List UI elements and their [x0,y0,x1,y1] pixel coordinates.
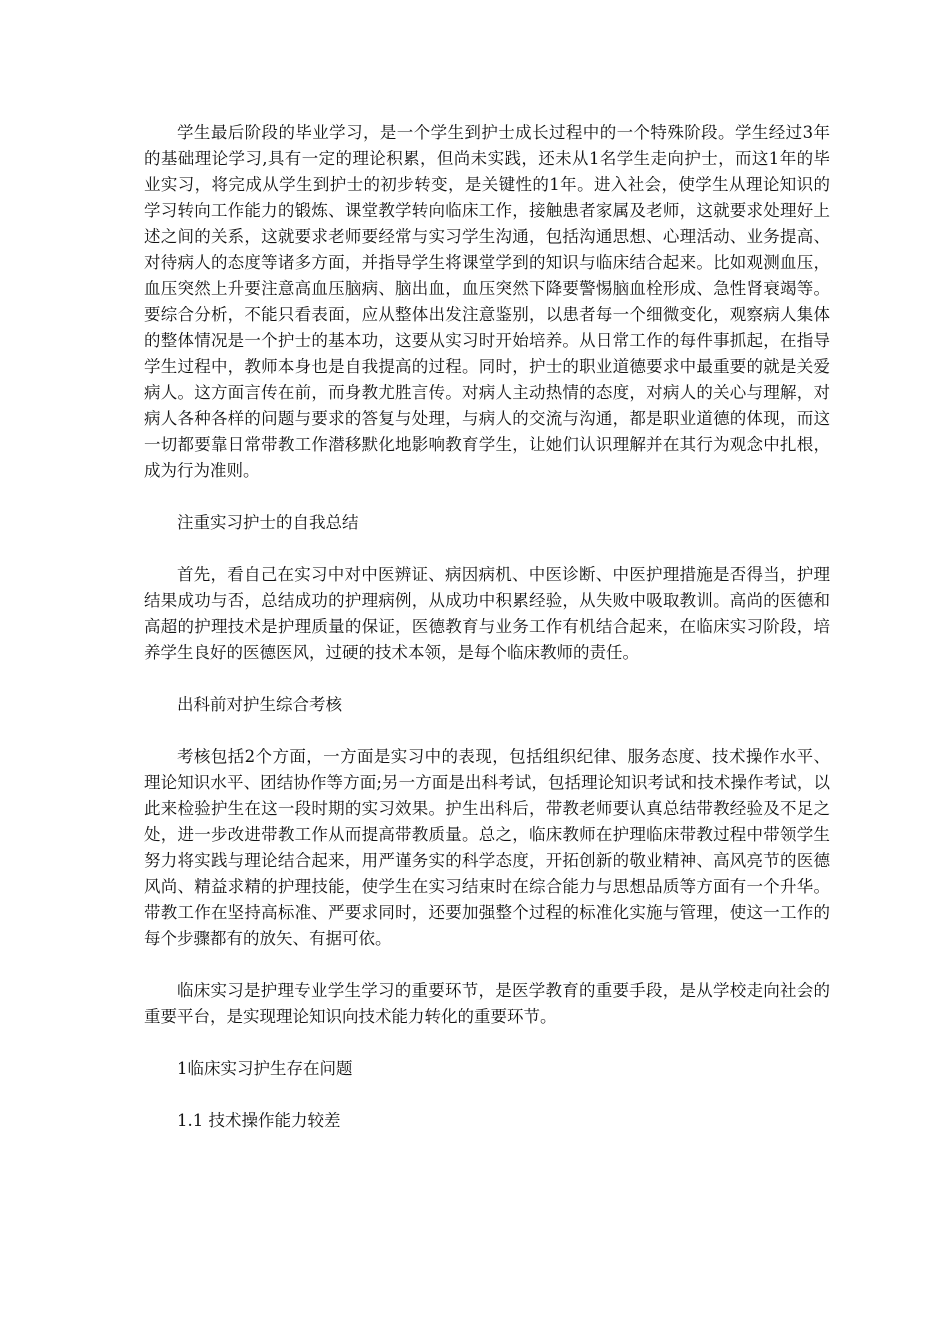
paragraph-clinical-internship: 临床实习是护理专业学生学习的重要环节，是医学教育的重要手段，是从学校走向社会的重要平台，是实现理论知识向技术能力转化的重要环节。 [144,981,830,1026]
paragraph-assessment: 考核包括2个方面，一方面是实习中的表现，包括组织纪律、服务态度、技术操作水平、理论知识水平、团结协作等方面;另一方面是出科考试，包括理论知识考试和技术操作考试，以此来检验护生在这一段时期的实习效果。护生出科后，带教老师要认真总结带教经验及不足之处，进一步改进带教工作从而提高带教质量。总之，临床教师在护理临床带教过程中带领学生努力将实践与理论结合起来，用严谨务实的科学态度，开拓创新的敬业精神、高风亮节的医德风尚、精益求精的护理技能，使学生在实习结束时在综合能力与思想品质等方面有一个升华。带教工作在坚持高标准、严要求同时，还要加强整个过程的标准化实施与管理，使这一工作的每个步骤都有的放矢、有据可依。 [144,747,830,948]
section-heading-self-summary: 注重实习护士的自我总结 [177,513,359,532]
paragraph-self-summary: 首先，看自己在实习中对中医辨证、病因病机、中医诊断、中医护理措施是否得当，护理结果成功与否，总结成功的护理病例，从成功中积累经验，从失败中吸取教训。高尚的医德和高超的护理技术是护理质量的保证，医德教育与业务工作有机结合起来，在临床实习阶段，培养学生良好的医德医风，过硬的技术本领，是每个临床教师的责任。 [144,565,830,662]
paragraph-graduation-internship: 学生最后阶段的毕业学习，是一个学生到护士成长过程中的一个特殊阶段。学生经过3年的基础理论学习,具有一定的理论积累，但尚未实践，还未从1名学生走向护士，而这1年的毕业实习，将完成从学生到护士的初步转变，是关键性的1年。进入社会，使学生从理论知识的学习转向工作能力的锻炼、课堂教学转向临床工作，接触患者家属及老师，这就要求处理好上述之间的关系，这就要求老师要经常与实习学生沟通，包括沟通思想、心理活动、业务提高、对待病人的态度等诸多方面，并指导学生将课堂学到的知识与临床结合起来。比如观测血压，血压突然上升要注意高血压脑病、脑出血，血压突然下降要警惕脑血栓形成、急性肾衰竭等。要综合分析，不能只看表面，应从整体出发注意鉴别，以患者每一个细微变化，观察病人集体的整体情况是一个护士的基本功，这要从实习时开始培养。从日常工作的每件事抓起，在指导学生过程中，教师本身也是自我提高的过程。同时，护士的职业道德要求中最重要的就是关爱病人。这方面言传在前，而身教尤胜言传。对病人主动热情的态度，对病人的关心与理解，对病人各种各样的问题与要求的答复与处理，与病人的交流与沟通，都是职业道德的体现，而这一切都要靠日常带教工作潜移默化地影响教育学生，让她们认识理解并在其行为观念中扎根，成为行为准则。 [144,123,830,480]
subsection-heading-technical-skills: 1.1 技术操作能力较差 [177,1111,341,1130]
section-heading-comprehensive-assessment: 出科前对护生综合考核 [177,695,342,714]
document-body [144,120,830,1160]
section-heading-problems: 1临床实习护生存在问题 [177,1059,353,1078]
